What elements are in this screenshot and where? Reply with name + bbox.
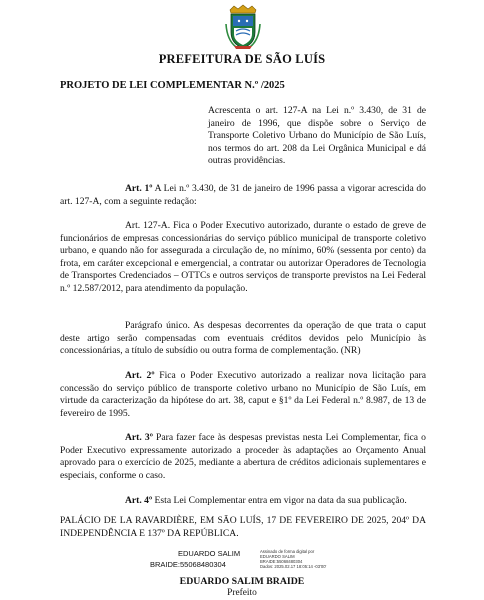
article-2 bbox=[60, 370, 426, 420]
article-1-text: A Lei n.º 3.430, de 31 de janeiro de 1996 passa a vigorar acrescida do art. 127-A, com a seguinte redação: bbox=[60, 183, 426, 207]
article-4-text: Esta Lei Complementar entra em vigor na data da sua publicação. bbox=[152, 495, 407, 506]
signature-stamp-line-4: Dados: 2025.02.17 18:05:14 -03'00' bbox=[260, 564, 327, 569]
article-4-label: Art. 4º bbox=[125, 495, 153, 506]
paragrafo-unico bbox=[60, 320, 426, 358]
digital-signature bbox=[150, 548, 350, 578]
signature-name bbox=[150, 548, 240, 570]
article-3 bbox=[60, 432, 426, 482]
article-4 bbox=[60, 495, 426, 508]
signer-name: EDUARDO SALIM BRAIDE bbox=[179, 576, 305, 587]
project-title: PROJETO DE LEI COMPLEMENTAR N.º /2025 bbox=[60, 80, 285, 91]
article-127a bbox=[60, 220, 426, 296]
page-title: PREFEITURA DE SÃO LUÍS bbox=[158, 52, 326, 66]
article-2-text: Fica o Poder Executivo autorizado a realizar nova licitação para concessão do serviço público de transporte coletivo urbano no Município de São Luís, em virtude da caracterização da hipótese do art. 38, caput e §1º da Lei Federal n.º 8.987, de 13 de fevereiro de 1995. bbox=[60, 370, 426, 419]
signer-role: Prefeito bbox=[227, 588, 257, 598]
article-3-label: Art. 3º bbox=[125, 432, 153, 443]
signature-stamp bbox=[260, 549, 326, 569]
article-127a-text: Art. 127-A. Fica o Poder Executivo autorizado, durante o estado de greve de funcionários de empresas concessionárias do serviço público municipal de transporte coletivo urbano, e quando não for assegurada a circulação de, no mínimo, 60% (sessenta por cento) da frota, em caráter excepcional e emergencial, a contratar ou autorizar Operadores de Tecnologia de Transportes Credenciados – OTTCs e outros serviços de transporte previstos na Lei Federal n.º 12.587/2012, para atendimento da população. bbox=[60, 220, 426, 294]
signature-name-line-1: EDUARDO SALIM bbox=[178, 549, 241, 558]
signature-stamp-line-2: EDUARDO SALIM bbox=[260, 554, 295, 559]
signature-stamp-line-3: BRAIDE:55068480304 bbox=[260, 559, 303, 564]
article-2-label: Art. 2º bbox=[125, 370, 155, 381]
article-3-text: Para fazer face às despesas previstas nesta Lei Complementar, fica o Poder Executivo expressamente autorizado a proceder às adaptações ao Orçamento Anual aprovado para o exercício de 2025, mediante a abertura de créditos adicionais suplementares e especiais, conforme o caso. bbox=[60, 432, 426, 481]
signature-name-line-2: BRAIDE:55068480304 bbox=[150, 560, 226, 569]
ementa-text: Acrescenta o art. 127-A na Lei n.º 3.430, de 31 de janeiro de 1996, que dispõe sobre o Serviço de Transporte Coletivo Urbano do Município de São Luís, nos termos do art. 208 da Lei Orgânica Municipal e dá outras providências. bbox=[208, 105, 426, 167]
paragrafo-unico-text: Parágrafo único. As despesas decorrentes da operação de que trata o caput deste artigo serão compensadas com eventuais créditos devidos pelo Município às concessionárias, a título de subsídio ou outra forma de complementação. (NR) bbox=[60, 320, 426, 357]
signoff-text: PALÁCIO DE LA RAVARDIÈRE, EM SÃO LUÍS, 17 DE FEVEREIRO DE 2025, 204º DA INDEPENDÊNCIA E 137º DA REPÚBLICA. bbox=[60, 515, 426, 539]
municipal-coat-of-arms-icon bbox=[224, 4, 262, 50]
article-1 bbox=[60, 183, 426, 208]
article-1-label: Art. 1º bbox=[125, 183, 153, 194]
signature-stamp-line-1: Assinado de forma digital por bbox=[260, 549, 315, 554]
